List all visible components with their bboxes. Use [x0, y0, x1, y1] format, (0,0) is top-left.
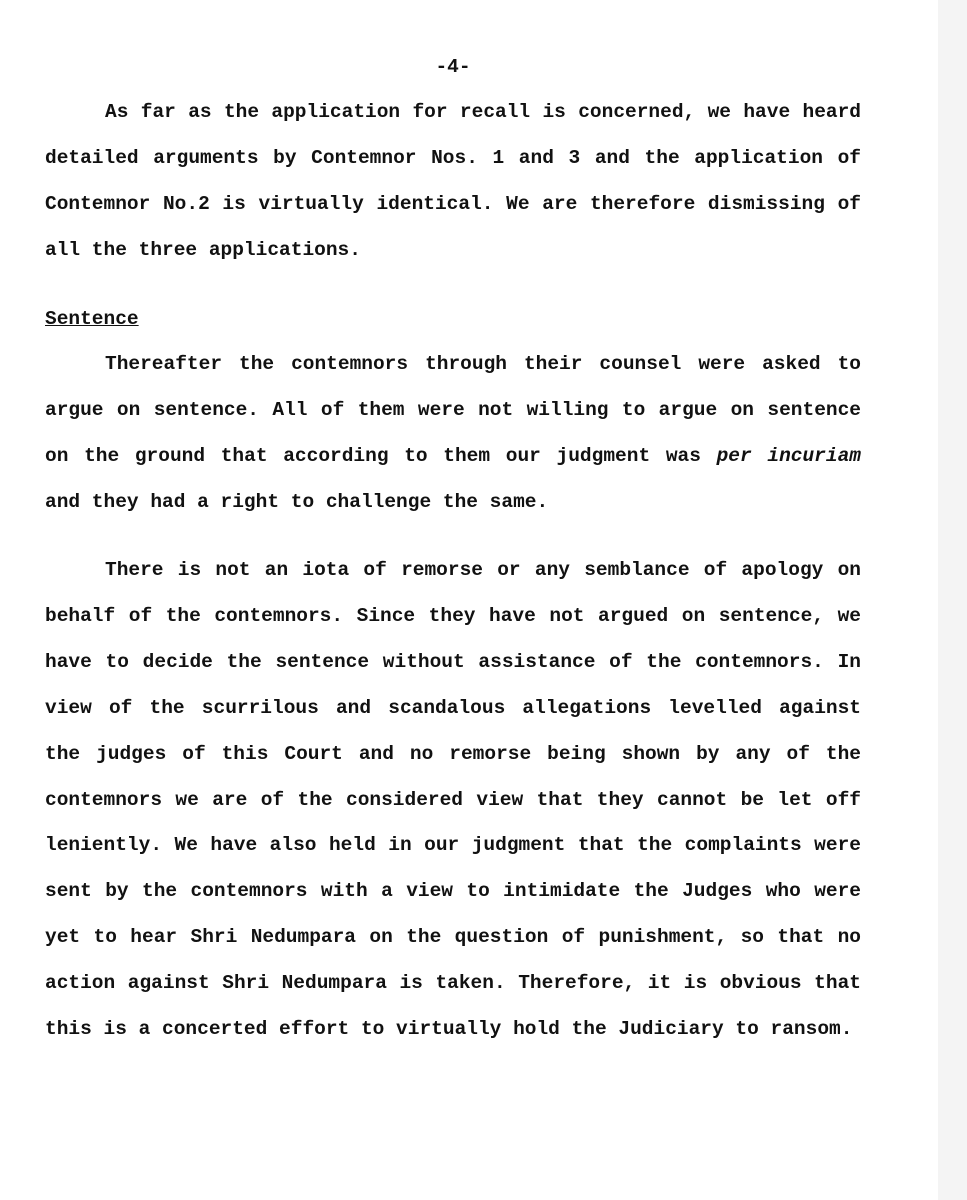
paragraph-text-segment: Thereafter the contemnors through their counsel were asked to argue on sentence. All of them were not willing to argue on sentence on the ground that according to them our judgment was — [45, 353, 861, 467]
paragraph-no-remorse: There is not an iota of remorse or any semblance of apology on behalf of the contemnors. Since they have not argued on sentence, we have to decide the sentence without assistance of the contemnors. In view of the scurrilous and scandalous allegations levelled against the judges of this Court and no remorse being shown by any of the contemnors we are of the considered view that they cannot be let off leniently. We have also held in our judgment that the complaints were sent by the contemnors with a view to intimidate the Judges who were yet to hear Shri Nedumpara on the question of punishment, so that no action against Shri Nedumpara is taken. Therefore, it is obvious that this is a concerted effort to virtually hold the Judiciary to ransom. — [45, 559, 861, 1041]
section-heading-sentence: Sentence — [45, 308, 139, 330]
paragraph-argue-on-sentence — [45, 342, 861, 526]
paragraph-recall-application: As far as the application for recall is concerned, we have heard detailed arguments by Contemnor Nos. 1 and 3 and the application of Contemnor No.2 is virtually identical. We are therefore dismissing of all the three applications. — [45, 101, 861, 261]
page-number: -4- — [435, 56, 471, 78]
latin-term-per-incuriam: per incuriam — [716, 444, 861, 467]
paragraph-text-segment: and they had a right to challenge the same. — [45, 490, 549, 513]
viewer-side-margin — [938, 0, 967, 1200]
